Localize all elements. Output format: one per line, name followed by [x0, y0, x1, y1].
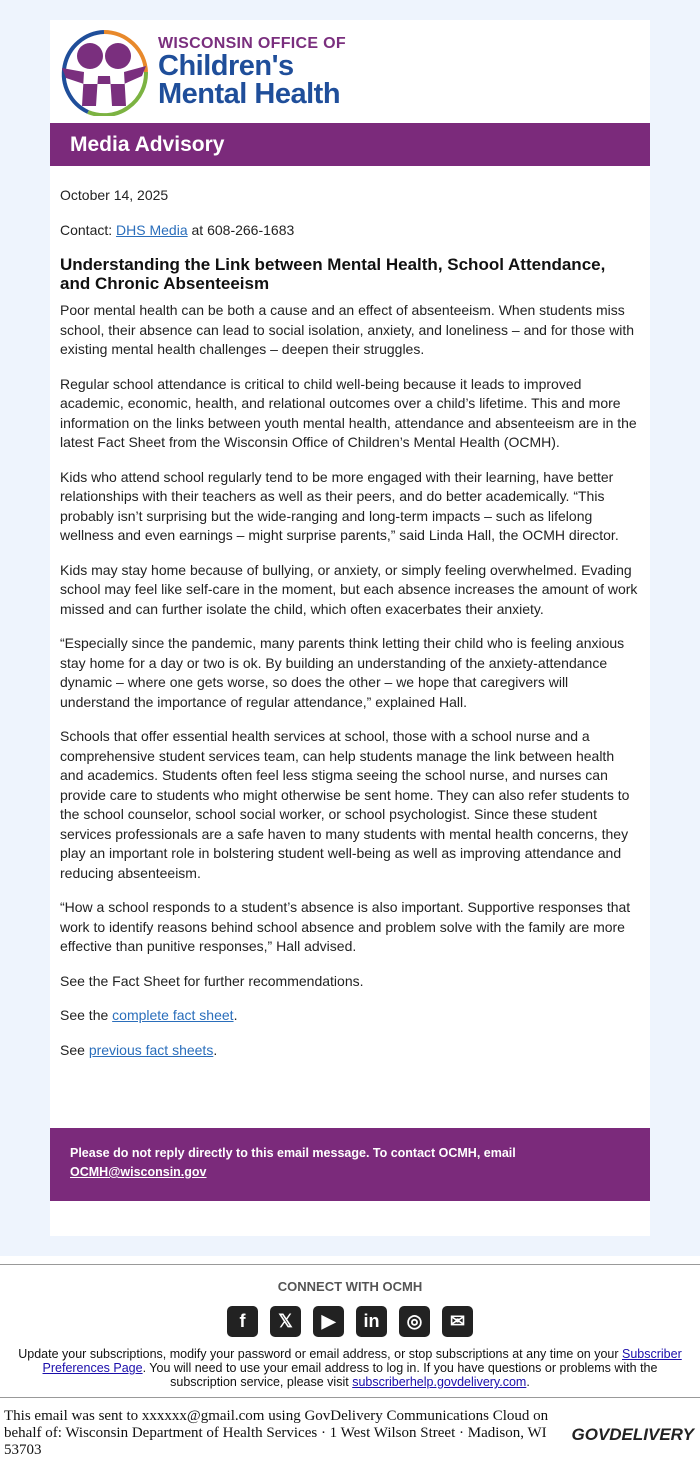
previous-fact-sheets-link[interactable]: previous fact sheets [88, 1041, 214, 1058]
paragraph: Poor mental health can be both a cause and an effect of absenteeism. When students miss school, their absence can lead to social isolation, anxiety, and loneliness – and for those with existing mental health challenges – deepen their struggles. [60, 302, 635, 357]
link-suffix: . [213, 1041, 218, 1058]
paragraph: Regular school attendance is critical to child well-being because it leads to improved academic, economic, health, and relational outcomes over a child’s lifetime. This and more information on the links between youth mental health, attendance and absenteeism are in the latest Fact Sheet from the Wisconsin Office of Children’s Mental Health (OCMH). [60, 375, 637, 450]
logo-line-2: Children's [158, 49, 294, 82]
subscriber-preferences-link[interactable]: Subscriber Preferences Page [42, 1347, 682, 1375]
linkedin-icon[interactable]: in [356, 1306, 387, 1337]
paragraph: Schools that offer essential health services at school, those with a school nurse and a comprehensive student services team, can help students manage the link between health and academics. Students often feel less stigma seeing the school nurse, and nurses can provide care to students who might otherwise be sent home. They can also refer students to the school counselor, school social worker, or school psychologist. Since these student services professionals are a safe haven to many students with mental health concerns, they play an important role in bolstering student well-being as well as improving attendance and reducing absenteeism. [60, 728, 630, 881]
dhs-media-link[interactable]: DHS Media [116, 221, 188, 238]
article-body [50, 166, 650, 1060]
paragraph: Kids who attend school regularly tend to be more engaged with their learning, have better relationships with their teachers as well as their peers, and do better academically. “This probably isn’t surprising but the wide-ranging and long-term impacts – such as lifelong wellness and even earnings – might surprise parents,” said Linda Hall, the OCMH director. [60, 468, 619, 543]
link-prefix: See the [60, 1007, 113, 1023]
sub-text-1: Update your subscriptions, modify your password or email address, or stop subscriptions at any time on your [18, 1347, 622, 1361]
logo-line-1: WISCONSIN OFFICE OF [158, 34, 346, 52]
ocmh-email-link[interactable]: OCMH@wisconsin.gov [70, 1165, 207, 1179]
do-not-reply-notice [50, 1128, 650, 1201]
x-icon[interactable]: 𝕏 [270, 1306, 301, 1337]
contact-prefix: Contact: [60, 221, 117, 238]
legal-text [0, 1397, 700, 1459]
ocmh-logo [50, 20, 650, 123]
sub-text-3: . [526, 1375, 530, 1389]
paragraph: See the Fact Sheet for further recommendations. [60, 972, 364, 989]
paragraph: “How a school responds to a student’s absence is also important. Supportive responses that work to identify reasons behind school absence and problem solve with the family are more effective than punitive responses,” Hall advised. [60, 899, 631, 954]
facebook-icon[interactable]: f [227, 1306, 258, 1337]
logo-line-3: Mental Health [158, 77, 341, 110]
govdelivery-logo: GOVDELIVERY [571, 1425, 694, 1444]
contact-phone: at 608-266-1683 [187, 221, 295, 238]
contact-line [60, 221, 640, 241]
email-card [50, 20, 650, 1236]
legal-line: This email was sent to xxxxxx@gmail.com using GovDelivery Communications Cloud on behalf of: Wisconsin Department of Health Services · 1 West Wilson Street · Madison, WI 53703 [4, 1408, 549, 1458]
email-icon[interactable]: ✉ [442, 1306, 473, 1337]
link-prefix: See [60, 1041, 89, 1058]
paragraph: Kids may stay home because of bullying, or anxiety, or simply feeling overwhelmed. Evading school may feel like self-care in the moment, but each absence increases the amount of work missed and can further isolate the child, which often exacerbates their anxiety. [60, 561, 638, 617]
date: October 14, 2025 [60, 187, 169, 203]
children-logo-icon [58, 28, 150, 116]
media-advisory-banner: Media Advisory [50, 123, 650, 166]
youtube-icon[interactable]: ▶ [313, 1306, 344, 1337]
headline: Understanding the Link between Mental Health, School Attendance, and Chronic Absenteeism [60, 255, 606, 293]
social-links [0, 1306, 700, 1337]
notice-text: Please do not reply directly to this email message. To contact OCMH, email [70, 1146, 516, 1160]
sub-text-2: . You will need to use your email address to log in. If you have questions or problems with the subscription service, please visit [142, 1361, 658, 1389]
subscription-text [0, 1347, 700, 1389]
previous-fact-sheets-line [60, 1041, 640, 1061]
complete-fact-sheet-line [60, 1006, 640, 1026]
paragraph: “Especially since the pandemic, many parents think letting their child who is feeling anxious stay home for a day or two is ok. By building an understanding of the anxiety-attendance dynamic – where one gets worse, so does the other – we hope that caregivers will understand the importance of regular attendance,” explained Hall. [60, 635, 625, 710]
instagram-icon[interactable]: ◎ [399, 1306, 430, 1337]
complete-fact-sheet-link[interactable]: complete fact sheet [112, 1007, 234, 1023]
link-suffix: . [233, 1007, 238, 1023]
connect-heading: CONNECT WITH OCMH [277, 1279, 423, 1294]
subscriber-help-link[interactable]: subscriberhelp.govdelivery.com [352, 1375, 527, 1389]
govdelivery-footer [0, 1264, 700, 1459]
